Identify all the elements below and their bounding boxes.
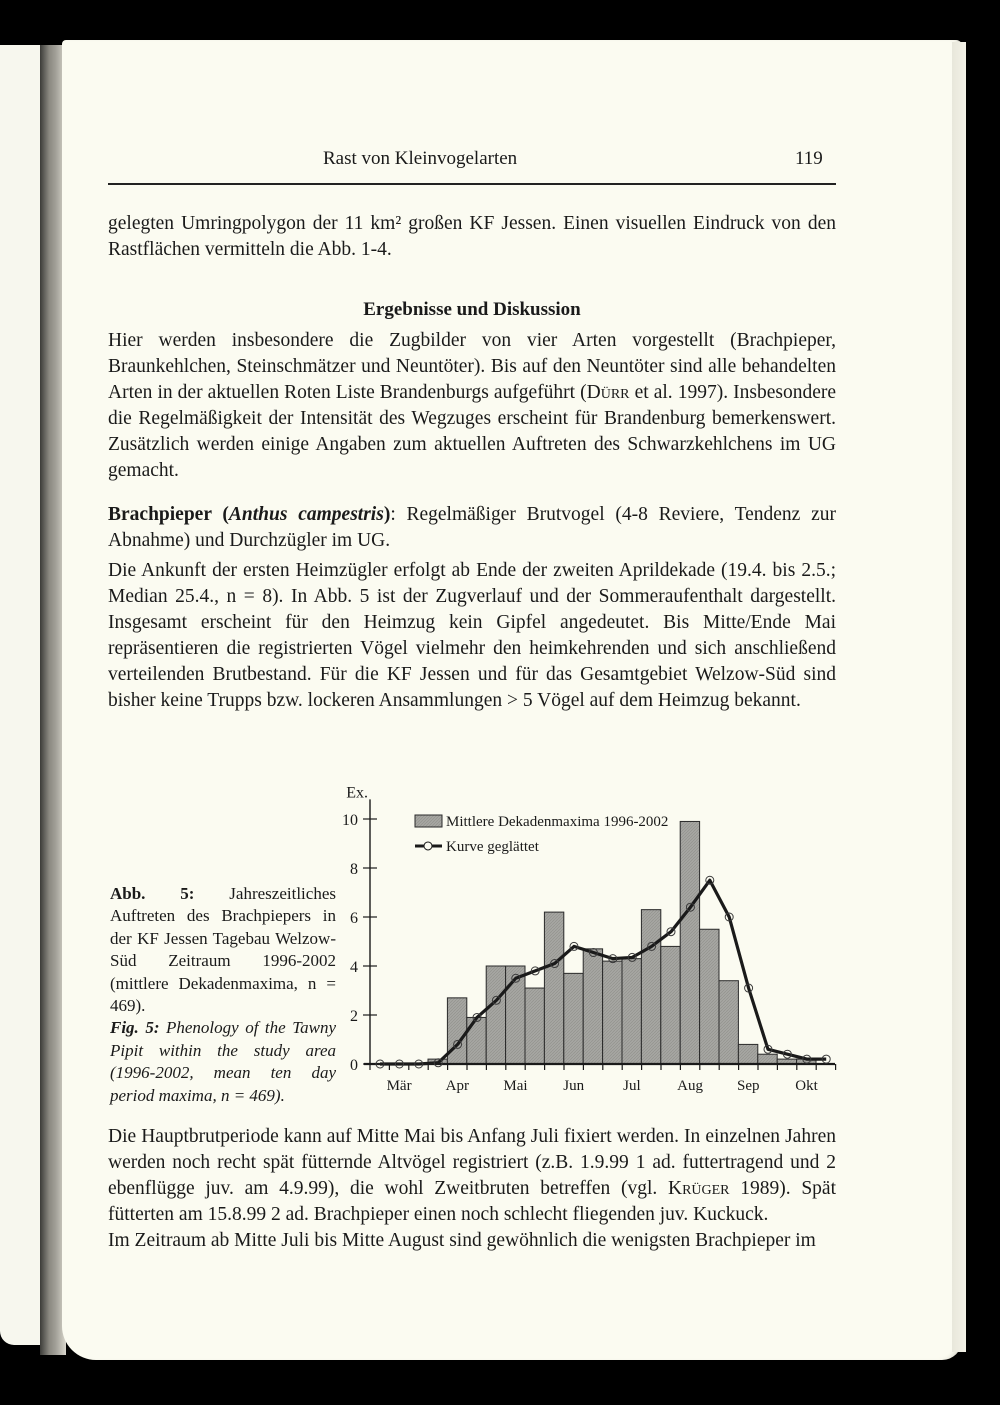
y-tick-label: 4 <box>350 959 358 976</box>
chart-bar <box>603 961 622 1064</box>
y-tick-label: 8 <box>350 861 358 878</box>
chart-bar <box>467 1017 486 1064</box>
section-heading: Ergebnisse und Diskussion <box>363 299 581 320</box>
legend-bar-swatch <box>415 815 442 827</box>
chart-bar <box>447 998 466 1064</box>
species-paragraph: Brachpieper (Anthus campestris): Regelmäßiger Brutvogel (4-8 Reviere, Tendenz zur Abnahme) und Durchzügler im UG. <box>108 504 836 551</box>
citation-author: Dürr <box>586 382 630 403</box>
legend-bar-label: Mittlere Dekadenmaxima 1996-2002 <box>446 814 669 830</box>
x-month-label: Sep <box>737 1078 760 1094</box>
chart-bar <box>738 1044 757 1064</box>
x-month-label: Jul <box>623 1078 641 1094</box>
citation-author: Krüger <box>667 1178 730 1199</box>
x-month-label: Jun <box>563 1078 585 1094</box>
x-month-label: Okt <box>795 1078 818 1094</box>
chart-bar <box>641 910 660 1064</box>
y-tick-label: 0 <box>350 1057 358 1074</box>
chart-bar <box>525 988 544 1064</box>
caption-en-label: Fig. 5: <box>110 1018 160 1038</box>
x-month-label: Apr <box>445 1078 469 1094</box>
results-paragraph: Hier werden insbesondere die Zugbilder von vier Arten vorgestellt (Brachpieper, Braunkehlchen, Steinschmätzer und Neuntöter). Bis auf den Neuntöter sind alle behandelten Arten in der aktuellen Roten Liste Brandenburgs aufgeführt (Dürr et al. 1997). Insbesondere die Regelmäßigkeit der Intensität des Wegzuges erscheint für Brandenburg bemerkenswert. Zusätzlich werden einige Angaben zum aktuellen Auftreten des Schwarzkehlchens im UG gemacht. <box>108 330 836 481</box>
y-tick-label: 10 <box>342 812 358 829</box>
chart-bar <box>719 981 738 1064</box>
y-tick-label: 6 <box>350 910 358 927</box>
species-name: Brachpieper <box>108 504 212 525</box>
x-month-label: Mai <box>503 1078 528 1094</box>
arrival-paragraph: Die Ankunft der ersten Heimzügler erfolgt ab Ende der zweiten Aprildekade (19.4. bis 2.5.; Median 25.4., n = 8). In Abb. 5 ist der Zugverlauf und der Sommeraufenthalt dargestellt. Insgesamt erscheint für den Heimzug kein Gipfel angedeutet. Bis Mitte/Ende Mai repräsentieren die registrierten Vögel vielmehr den heimkehrenden und sich anschließend verteilenden Brutbestand. Für die KF Jessen und für das Gesamtgebiet Welzow-Süd sind bisher keine Trupps bzw. lockeren Ansammlungen > 5 Vögel auf dem Heimzug bekannt. <box>108 560 836 711</box>
figure-caption: Abb. 5: Jahreszeitliches Auftreten des Brachpiepers in der KF Jessen Tagebau Welzow-Süd Zeitraum 1996-2002 (mittlere Dekadenmaxima, n = 469). Fig. 5: Phenology of the Tawny Pipit within the study area (1996-2002, mean ten day period maxima, n = 469). <box>110 884 336 1105</box>
y-axis-label: Ex. <box>346 784 368 802</box>
chart-bar <box>622 959 641 1064</box>
legend-line-marker <box>424 842 432 850</box>
chart-bar <box>486 966 505 1064</box>
chart-bar <box>758 1054 777 1064</box>
scientific-name: Anthus campestris <box>228 504 384 525</box>
y-tick-label: 2 <box>350 1008 358 1025</box>
chart-bar <box>583 949 602 1064</box>
phenology-chart <box>330 775 850 1105</box>
chart-bar <box>564 973 583 1064</box>
chart-bar <box>544 912 563 1064</box>
last-line: Im Zeitraum ab Mitte Juli bis Mitte August sind gewöhnlich die wenigsten Brachpieper im <box>108 1230 816 1251</box>
chart-bar <box>661 946 680 1064</box>
x-month-label: Mär <box>386 1078 412 1094</box>
page-stack-edge <box>952 42 966 1352</box>
caption-de-label: Abb. 5: <box>110 884 195 903</box>
legend-line-label: Kurve geglättet <box>446 838 539 855</box>
x-month-label: Aug <box>677 1078 704 1094</box>
breeding-paragraph: Die Hauptbrutperiode kann auf Mitte Mai bis Anfang Juli fixiert werden. In einzelnen Jahren werden noch recht spät fütternde Altvögel registriert (z.B. 1.9.99 1 ad. futtertragend und 2 ebenflügge juv. am 4.9.99), die wohl Zweitbruten betreffen (vgl. Krüger 1989). Spät fütterten am 15.8.99 2 ad. Brachpieper einen noch schlecht fliegenden juv. Kuckuck. <box>108 1126 836 1225</box>
chart-canvas <box>330 775 850 1105</box>
chart-bar <box>700 929 719 1064</box>
chart-bar <box>680 821 699 1064</box>
running-title: Rast von Kleinvogelarten <box>323 148 518 169</box>
intro-paragraph: gelegten Umringpolygon der 11 km² großen KF Jessen. Einen visuellen Eindruck von den Rastflächen vermitteln die Abb. 1-4. <box>108 213 836 260</box>
page-number: 119 <box>795 148 823 169</box>
header-rule <box>108 183 836 185</box>
facing-page-edge <box>0 45 40 1345</box>
